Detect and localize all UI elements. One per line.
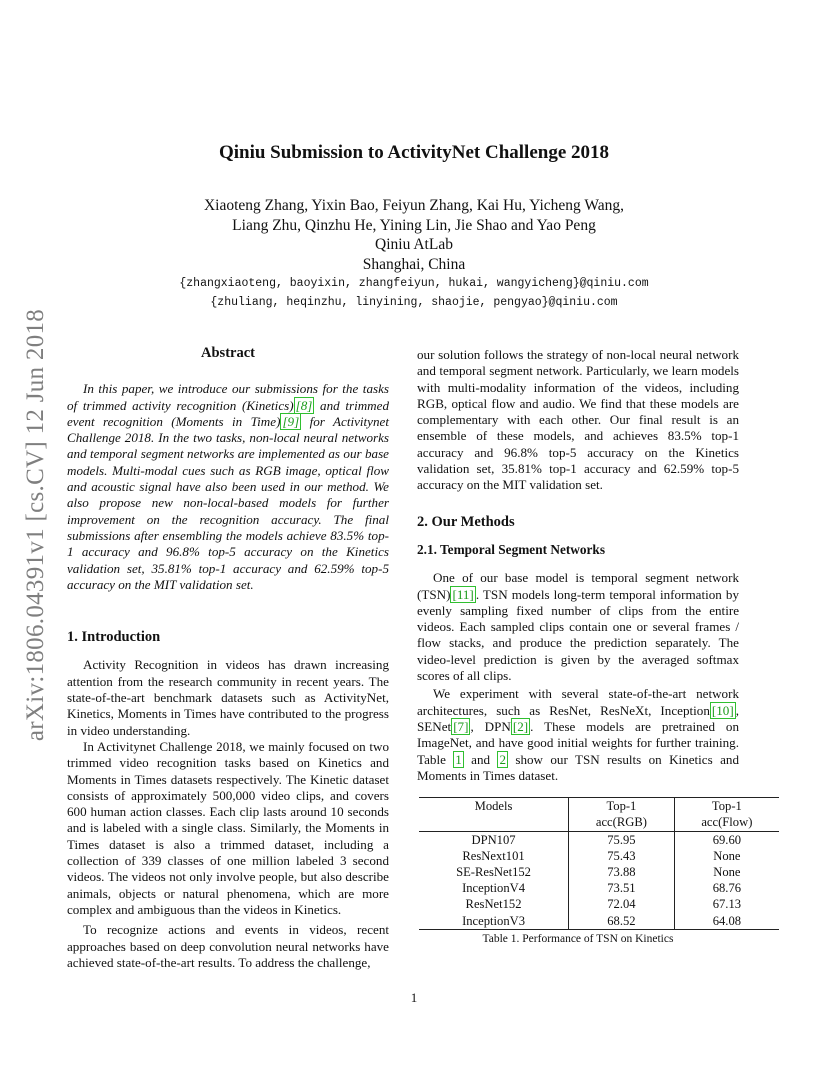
abstract-text — [67, 381, 389, 593]
subsection-heading-tsn: 2.1. Temporal Segment Networks — [417, 541, 605, 557]
table-cell: ResNet152 — [465, 897, 522, 912]
table-header-cell — [419, 798, 569, 831]
table-cell: 69.60 — [674, 831, 779, 848]
email-block — [0, 274, 828, 312]
email-line-2: {zhuliang, heqinzhu, linyining, shaojie, pengyao}@qiniu.com — [210, 296, 618, 309]
table-cell: SE-ResNet152 — [456, 864, 531, 879]
table-row — [419, 880, 779, 896]
methods-text-part: . TSN models long-term temporal information by evenly sampling fixed number of clips from the entire videos. Each sampled clips contain one or several frames / flow stacks, and produce the prediction separately. The video-level prediction is given by the averaged softmax scores of all clips. — [417, 586, 739, 684]
table-cell: 72.04 — [569, 896, 675, 912]
header-text: acc(RGB) — [595, 815, 647, 830]
header-text: Top-1 — [606, 799, 637, 814]
abstract-text-part: and trimmed event recognition (Moments in Time) — [67, 397, 389, 429]
methods-text-part: , SENet — [417, 702, 739, 734]
methods-text-part: show our TSN results on Kinetics and Moments in Times dataset. — [417, 751, 739, 783]
methods-paragraph-1 — [417, 570, 739, 684]
table-cell: 73.51 — [569, 880, 675, 896]
author-block — [0, 196, 828, 274]
affiliation: Qiniu AtLab — [375, 236, 453, 253]
intro-paragraph-2: In Activitynet Challenge 2018, we mainly focused on two trimmed video recognition tasks based on Kinetics and Moments in Times datasets respectively. The Kinetic dataset consists of approximately 500,000 video clips, and covers 600 human action classes. Each clip lasts around 10 seconds and is labeled with a single class. Similarly, the Moments in Times dataset is also a trimmed dataset, including a collection of 339 classes of one million labeled 3 second videos. The videos not only involve people, but also describe animals, objects or natural phenomena, which are more complex and ambiguous than the videos in Kinetics. — [67, 738, 389, 917]
results-table — [419, 797, 779, 930]
citation-link[interactable]: [2] — [512, 718, 529, 734]
citation-link[interactable]: [8] — [295, 397, 313, 413]
left-column — [67, 345, 389, 971]
methods-text-part: . These models are pretrained on ImageNet, and have good initial weights for further training. Table — [417, 718, 739, 767]
methods-paragraph-2 — [417, 686, 739, 784]
abstract-heading: Abstract — [201, 345, 255, 361]
right-column — [417, 347, 753, 947]
table-cell: None — [674, 864, 779, 880]
table-row — [419, 864, 779, 880]
table-cell: 73.88 — [569, 864, 675, 880]
table-caption: Table 1. Performance of TSN on Kinetics — [482, 932, 674, 945]
table-cell: InceptionV4 — [462, 881, 526, 896]
table-cell: 64.08 — [674, 913, 779, 930]
section-heading-introduction: 1. Introduction — [67, 629, 161, 646]
table-ref-link[interactable]: 2 — [499, 751, 506, 767]
intro-paragraph-3: To recognize actions and events in videos, recent approaches based on deep convolution neural networks have achieved state-of-the-art results. To address the challenge, — [67, 922, 389, 970]
table-cell: 68.52 — [569, 913, 675, 930]
table-row — [419, 913, 779, 930]
author-line-2: Liang Zhu, Qinzhu He, Yining Lin, Jie Shao and Yao Peng — [232, 216, 596, 234]
page-number: 1 — [410, 990, 418, 1005]
table-cell: InceptionV3 — [419, 913, 569, 930]
table-cell: 68.76 — [674, 880, 779, 896]
header-text: Models — [474, 799, 513, 814]
methods-text-part: We experiment with several state-of-the-art network architectures, such as ResNet, ResNeXt, Inception — [417, 686, 739, 718]
section-heading-methods: 2. Our Methods — [417, 513, 515, 530]
table-cell: None — [674, 848, 779, 864]
table-cell: 67.13 — [674, 896, 779, 912]
table-cell: ResNext101 — [462, 848, 525, 863]
intro-paragraph-1: Activity Recognition in videos has drawn increasing attention from the research community in recent years. The state-of-the-art benchmark datasets such as ActivityNet, Kinetics, Moments in Times have contributed to the progress in video understanding. — [67, 657, 389, 738]
location: Shanghai, China — [362, 255, 466, 273]
citation-link[interactable]: [11] — [452, 586, 474, 602]
methods-text-part: , DPN — [470, 718, 511, 734]
citation-link[interactable]: [10] — [711, 702, 734, 718]
abstract-text-part: for Activitynet Challenge 2018. In the two tasks, non-local neural networks and temporal segment networks are implemented as our base models. Multi-modal cues such as RGB image, optical flow and acoustic signal have also been used in our method. We also propose new non-local-based models for further improvement on the recognition accuracy. The final submissions after ensembling the models achieve 83.5% top-1 accuracy and 96.8% top-5 accuracy on the Kinetics validation set, 35.81% top-1 accuracy and 62.59% top-5 accuracy on the MIT validation set. — [67, 413, 389, 592]
table-header-row — [419, 798, 779, 831]
abstract-text-part: In this paper, we introduce our submissions for the tasks of trimmed activity recognition (Kinetics) — [67, 381, 389, 413]
arxiv-identifier-text: arXiv:1806.04391v1 [cs.CV] 12 Jun 2018 — [22, 308, 49, 742]
table-header-cell — [674, 798, 779, 831]
paper-title: Qiniu Submission to ActivityNet Challenge 2018 — [218, 142, 610, 163]
citation-link[interactable]: [7] — [453, 718, 469, 734]
table-row — [419, 831, 779, 848]
methods-text-part: and — [463, 751, 498, 767]
header-text: acc(Flow) — [701, 815, 753, 830]
citation-link[interactable]: [9] — [282, 413, 300, 429]
table-ref-link[interactable]: 1 — [455, 751, 462, 767]
table-header-cell — [569, 798, 675, 831]
table-row — [419, 848, 779, 864]
methods-text-part: One of our base model is temporal segment network (TSN) — [417, 570, 739, 602]
table-cell: 75.43 — [569, 848, 675, 864]
table-row — [419, 896, 779, 912]
table-cell: DPN107 — [471, 832, 516, 847]
arxiv-identifier — [16, 290, 56, 760]
table-cell: 75.95 — [569, 831, 675, 848]
email-line-1: {zhangxiaoteng, baoyixin, zhangfeiyun, hukai, wangyicheng}@qiniu.com — [179, 277, 649, 290]
intro-paragraph-3-continued: our solution follows the strategy of non-local neural network and temporal segment network. Particularly, we learn models with multi-modality information of the videos, including RGB, optical flow and audio. We find that these models are complementary with each other. Our final result is an ensemble of these models, and achieves 83.5% top-1 accuracy and 96.8% top-5 accuracy on the Kinetics validation set, 35.81% top-1 accuracy and 62.59% top-5 accuracy on the MIT validation set. — [417, 347, 739, 493]
header-text: Top-1 — [711, 799, 742, 814]
author-line-1: Xiaoteng Zhang, Yixin Bao, Feiyun Zhang, Kai Hu, Yicheng Wang, — [203, 197, 625, 214]
